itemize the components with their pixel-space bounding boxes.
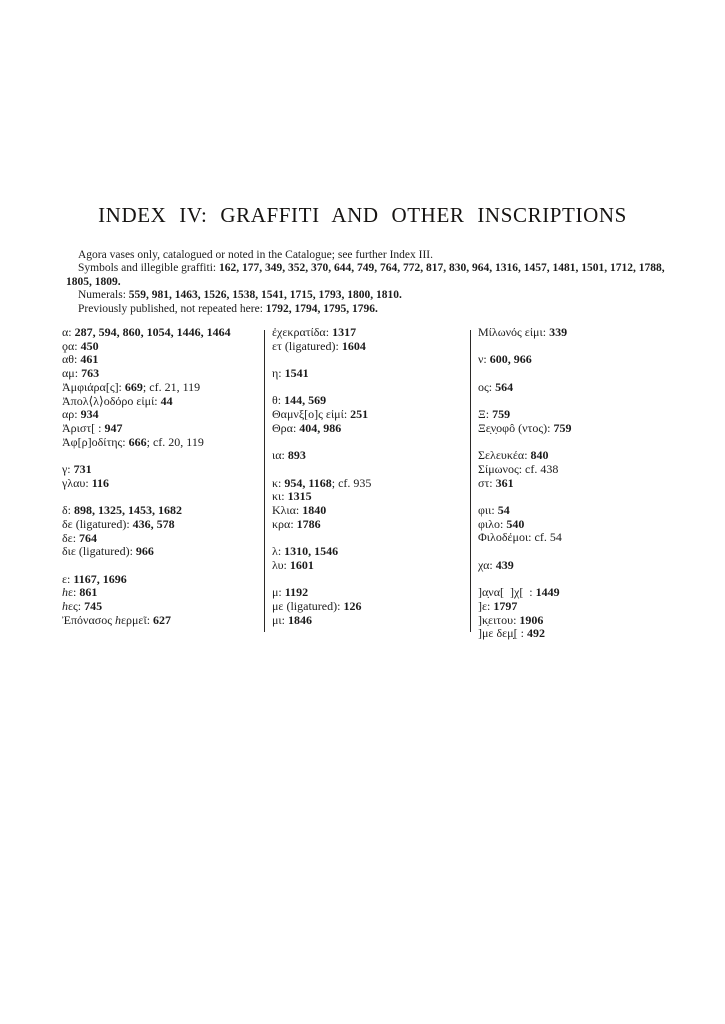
text-segment: 1840: [302, 503, 327, 518]
index-entry-group: [478, 381, 682, 395]
text-segment: Agora vases only, catalogued or noted in the Catalogue; see further Index III.: [78, 249, 433, 261]
index-entry: [272, 477, 466, 491]
index-entry: [272, 504, 466, 518]
text-segment: Numerals:: [78, 289, 129, 302]
text-segment: Ἀφ[ρ]οδίτης:: [62, 434, 129, 449]
column-divider-2: [470, 330, 471, 632]
index-entry: [62, 463, 262, 477]
text-segment: 1192: [284, 585, 309, 600]
text-segment: 666: [128, 434, 147, 449]
text-segment: χα:: [478, 557, 496, 572]
text-segment: ν:: [478, 352, 490, 367]
index-entry: [478, 614, 682, 628]
text-segment: ]α̣να[ ]χ[ :: [478, 585, 536, 600]
text-segment: 1317: [332, 325, 357, 339]
text-segment: Symbols and illegible graffiti:: [78, 262, 219, 275]
index-entry: [62, 586, 262, 600]
text-segment: 759: [553, 420, 572, 435]
text-segment: 287, 594, 860, 1054, 1446, 1464: [74, 325, 231, 339]
text-segment: 1449: [535, 585, 560, 600]
text-segment: 54: [497, 503, 510, 518]
index-entry-group: [62, 573, 262, 628]
text-segment: στ:: [478, 475, 496, 490]
index-entry-group: [62, 326, 262, 449]
text-segment: 840: [530, 448, 549, 463]
text-segment: 669: [124, 379, 143, 394]
intro-paragraph: [66, 303, 678, 316]
text-segment: ἐχεκρατίδα:: [272, 325, 333, 339]
text-segment: 1846: [288, 612, 312, 627]
intro-paragraph: [66, 289, 678, 302]
index-entry: [62, 340, 262, 354]
index-entry: [478, 422, 682, 436]
text-segment: μι:: [272, 612, 288, 627]
index-entry: [272, 340, 466, 354]
text-segment: h: [62, 599, 68, 614]
index-entry: [478, 408, 682, 422]
text-segment: Ἀριστ[ :: [62, 420, 105, 435]
text-segment: ες:: [68, 599, 85, 614]
text-segment: h: [114, 612, 121, 627]
index-entry: [478, 586, 682, 600]
index-entry: [272, 326, 466, 340]
text-segment: 764: [79, 530, 98, 545]
index-column-3: [478, 326, 682, 641]
index-entry-group: [62, 504, 262, 559]
text-segment: δ:: [62, 503, 74, 518]
index-entry: [272, 449, 466, 463]
index-entry: [272, 422, 466, 436]
index-entry: [62, 353, 262, 367]
index-entry: [62, 408, 262, 422]
text-segment: Ξε̣ν̣οφô (ντος):: [478, 420, 554, 435]
text-segment: 861: [79, 585, 98, 600]
text-segment: Κλια:: [272, 503, 303, 518]
column-divider-1: [264, 330, 265, 632]
text-segment: θ:: [272, 393, 285, 408]
index-entry-group: [272, 449, 466, 463]
text-segment: κρα:: [272, 516, 297, 531]
text-segment: 1167, 1696: [73, 571, 127, 586]
text-segment: Θρα:: [272, 420, 300, 435]
text-segment: 954, 1168: [284, 475, 332, 490]
text-segment: 404, 986: [299, 420, 342, 435]
text-segment: 1792, 1794, 1795, 1796.: [265, 302, 378, 315]
index-entry: [272, 614, 466, 628]
index-entry: [272, 586, 466, 600]
text-segment: 1786: [296, 516, 321, 531]
text-segment: 759: [492, 407, 511, 422]
text-segment: δε:: [62, 530, 80, 545]
text-segment: 339: [549, 325, 568, 339]
text-segment: 1310, 1546: [284, 544, 339, 559]
text-segment: φιι:: [478, 503, 498, 518]
text-segment: 947: [104, 420, 123, 435]
text-segment: 934: [80, 407, 99, 422]
index-entry: [272, 600, 466, 614]
text-segment: αρ:: [62, 407, 81, 422]
text-segment: ]ε:: [478, 598, 494, 613]
text-segment: 1541: [284, 366, 309, 381]
text-segment: ος:: [478, 379, 496, 394]
index-entry-group: [272, 477, 466, 532]
text-segment: 966: [135, 544, 154, 559]
index-column-1: [62, 326, 262, 627]
text-segment: 126: [343, 598, 362, 613]
text-segment: Θαμνξ[ο]ς εἰμί:: [272, 407, 351, 422]
text-segment: αθ:: [62, 352, 81, 367]
index-entry: [62, 422, 262, 436]
index-entry-group: [272, 326, 466, 353]
index-entry: [62, 326, 262, 340]
text-segment: Ξ:: [478, 407, 493, 422]
index-entry: [478, 463, 682, 477]
index-entry-group: [478, 449, 682, 490]
text-segment: 116: [91, 475, 110, 490]
index-entry: [478, 627, 682, 641]
index-entry-group: [272, 394, 466, 435]
text-segment: ϙα:: [62, 338, 81, 353]
index-entry: [62, 532, 262, 546]
text-segment: Ἐπόνασος: [62, 612, 115, 627]
text-segment: ; cf. 935: [331, 475, 372, 490]
index-entry: [478, 477, 682, 491]
text-segment: 439: [495, 557, 514, 572]
index-entry-group: [478, 504, 682, 545]
index-entry: [62, 395, 262, 409]
index-entry: [62, 545, 262, 559]
index-entry: [272, 490, 466, 504]
index-entry: [62, 614, 262, 628]
index-entry: [478, 531, 682, 545]
index-entry-group: [478, 353, 682, 367]
text-segment: 461: [80, 352, 99, 367]
index-entry: [478, 326, 682, 340]
text-segment: λυ:: [272, 557, 290, 572]
index-entry-group: [272, 545, 466, 572]
text-segment: 361: [495, 475, 514, 490]
index-entry: [478, 518, 682, 532]
text-segment: κι:: [272, 489, 288, 504]
text-segment: ; cf. 20, 119: [146, 434, 204, 449]
text-segment: 559, 981, 1463, 1526, 1538, 1541, 1715, 1793, 1800, 1810.: [128, 289, 402, 302]
text-segment: 1604: [341, 338, 366, 353]
text-segment: 627: [153, 612, 172, 627]
text-segment: 144, 569: [284, 393, 327, 408]
text-segment: Previously published, not repeated here:: [78, 302, 266, 315]
text-segment: λ:: [272, 544, 285, 559]
text-segment: 600, 966: [489, 352, 532, 367]
text-segment: ετ (ligatured):: [272, 338, 342, 353]
index-entry: [272, 545, 466, 559]
text-segment: h: [62, 585, 68, 600]
text-segment: αμ:: [62, 366, 82, 381]
text-segment: 745: [84, 599, 103, 614]
text-segment: 1601: [289, 557, 314, 572]
text-segment: 540: [506, 516, 525, 531]
text-segment: ια:: [272, 448, 288, 463]
text-segment: με (ligatured):: [272, 598, 344, 613]
text-segment: ]κ̣ειτου:: [478, 612, 520, 627]
index-entry: [478, 449, 682, 463]
text-segment: 893: [287, 448, 306, 463]
index-column-2: [272, 326, 466, 627]
text-segment: η:: [272, 366, 285, 381]
index-entry: [62, 381, 262, 395]
text-segment: Σελευκέα:: [478, 448, 531, 463]
text-segment: 492: [526, 626, 545, 641]
text-segment: ε:: [62, 571, 74, 586]
index-entry: [478, 600, 682, 614]
text-segment: Ἀπολ⟨λ⟩οδόρο εἰμί:: [62, 393, 161, 408]
index-entry-group: [272, 586, 466, 627]
text-segment: μ:: [272, 585, 285, 600]
index-entry: [62, 477, 262, 491]
index-entry: [478, 381, 682, 395]
text-segment: 898, 1325, 1453, 1682: [74, 503, 182, 518]
text-segment: ερμεῖ:: [120, 612, 154, 627]
intro-paragraph: [66, 262, 678, 289]
text-segment: 1906: [519, 612, 544, 627]
text-segment: ; cf. 21, 119: [142, 379, 201, 394]
intro-notes: [66, 249, 678, 316]
index-entry: [272, 408, 466, 422]
text-segment: φιλο:: [478, 516, 507, 531]
text-segment: Σίμωνος: cf. 438: [478, 461, 559, 476]
index-entry-group: [478, 586, 682, 641]
text-segment: 564: [495, 379, 514, 394]
text-segment: 763: [81, 366, 100, 381]
index-entry-group: [478, 559, 682, 573]
index-entry-group: [478, 326, 682, 340]
index-entry: [478, 504, 682, 518]
text-segment: Ἀμφιάρα[ς]:: [62, 379, 125, 394]
text-segment: 450: [80, 338, 99, 353]
text-segment: γ:: [62, 462, 74, 477]
text-segment: ε:: [68, 585, 80, 600]
text-segment: 44: [160, 393, 173, 408]
text-segment: ]με δεμ̣[ :: [478, 626, 527, 641]
index-entry: [62, 518, 262, 532]
index-entry: [62, 436, 262, 450]
text-segment: 1797: [493, 598, 518, 613]
text-segment: 162, 177, 349, 352, 370, 644, 749, 764, 772, 817, 830, 964, 1316, 1457, 1481, 1501, 1712, 1788, 1805, 1809.: [66, 262, 665, 288]
index-entry: [272, 367, 466, 381]
text-segment: 731: [73, 462, 92, 477]
index-entry-group: [62, 463, 262, 490]
text-segment: 436, 578: [132, 516, 175, 531]
index-entry: [272, 518, 466, 532]
index-entry: [62, 573, 262, 587]
text-segment: α:: [62, 325, 75, 339]
index-entry: [62, 600, 262, 614]
index-entry: [62, 367, 262, 381]
text-segment: Φιλοδέμοι: cf. 54: [478, 530, 562, 545]
index-entry: [272, 394, 466, 408]
text-segment: γλαυ:: [62, 475, 92, 490]
text-segment: κ:: [272, 475, 285, 490]
text-segment: διε (ligatured):: [62, 544, 136, 559]
index-entry: [62, 504, 262, 518]
index-entry-group: [478, 408, 682, 435]
text-segment: 251: [350, 407, 369, 422]
page-title: INDEX IV: GRAFFITI AND OTHER INSCRIPTIONS: [98, 203, 627, 227]
text-segment: Μίλωνός εἰμι:: [478, 325, 550, 339]
index-entry: [272, 559, 466, 573]
text-segment: δε (ligatured):: [62, 516, 133, 531]
index-entry: [478, 353, 682, 367]
intro-paragraph: [66, 249, 678, 262]
index-entry-group: [272, 367, 466, 381]
text-segment: 1315: [287, 489, 312, 504]
index-entry: [478, 559, 682, 573]
